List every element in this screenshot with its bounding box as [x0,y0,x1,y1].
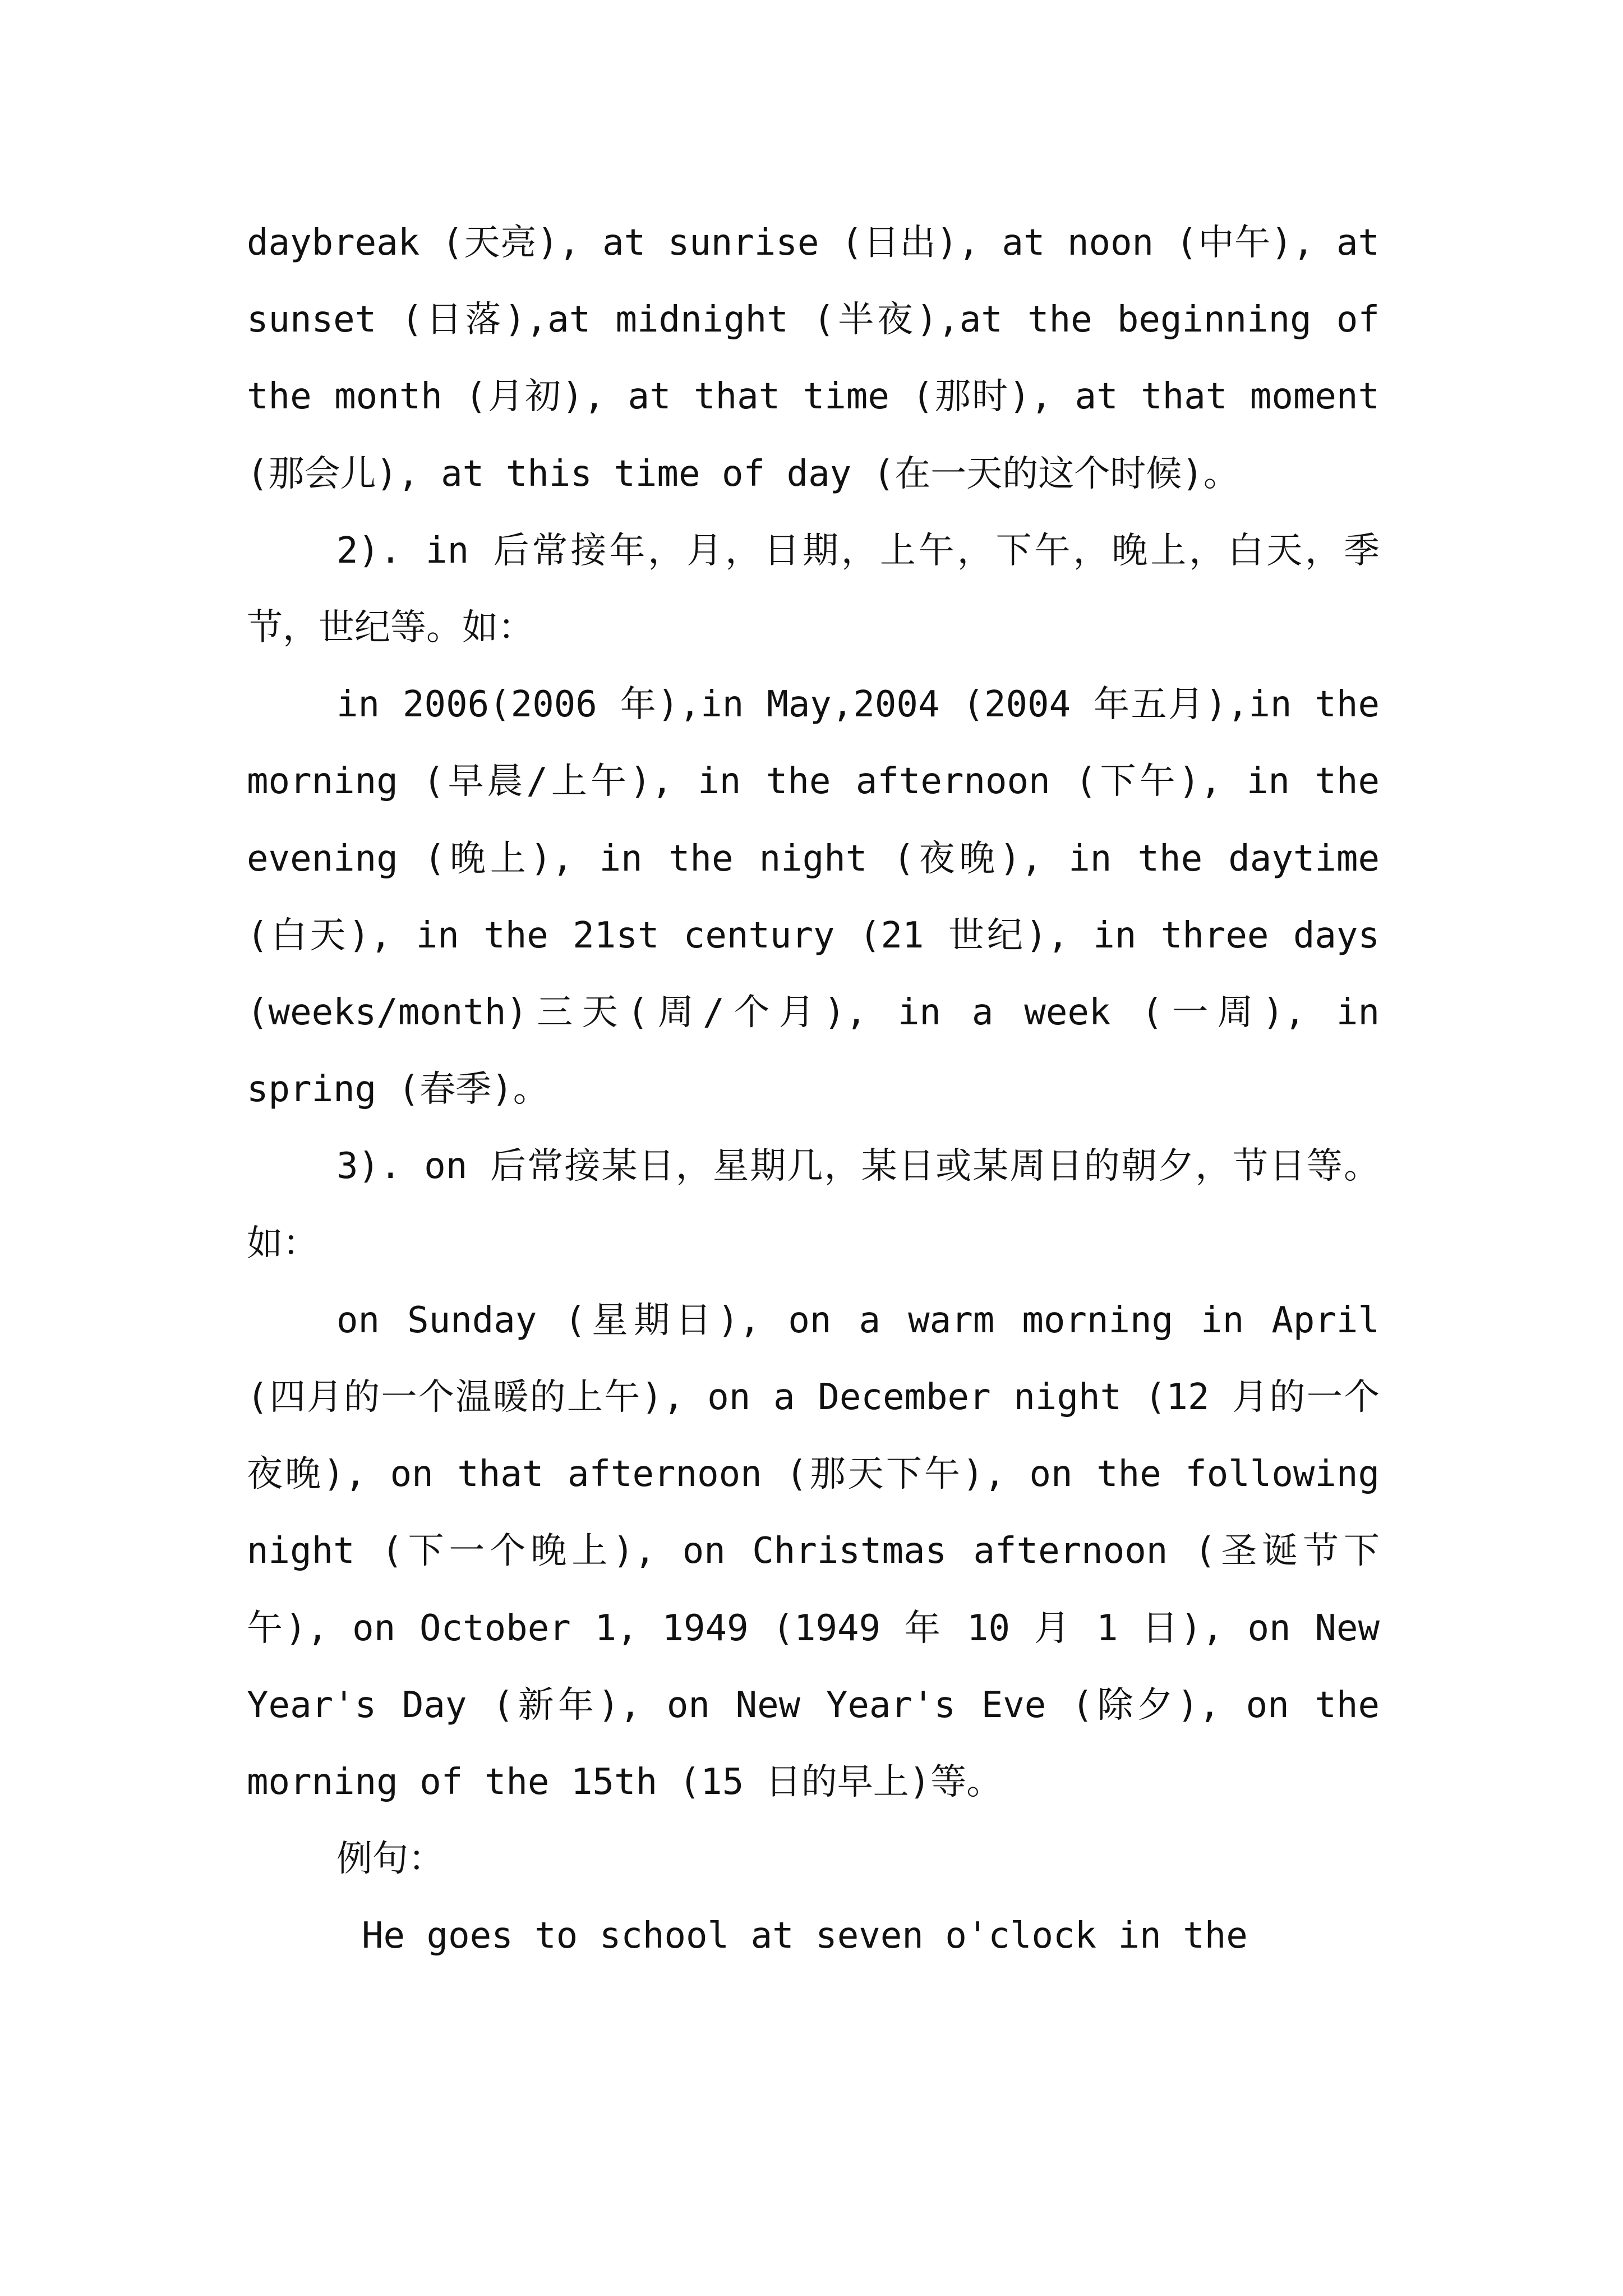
paragraph-rule-in: 2). in 后常接年，月，日期，上午，下午，晚上，白天，季节，世纪等。如： [247,530,1380,649]
paragraph-in-examples: in 2006(2006 年),in May,2004 (2004 年五月),in the morning (早晨/上午), in the afternoon (下午), in the evening (晚上), in the night (夜晚), in the daytime (白天), in the 21st century (21 世纪), in three days (weeks/month)三天(周/个月), in a week (一周), in spring (春季)。 [247,684,1380,1111]
paragraph-example-sentence: He goes to school at seven o'clock in the [362,1915,1248,1957]
paragraph-on-examples: on Sunday (星期日), on a warm morning in April (四月的一个温暖的上午), on a December night (12 月的一个夜晚), on that afternoon (那天下午), on the following night (下一个晚上), on Christmas afternoon (圣诞节下午), on October 1, 1949 (1949 年 10 月 1 日), on New Year's Day (新年), on New Year's Eve (除夕), on the morning of the 15th (15 日的早上)等。 [247,1299,1380,1803]
paragraph-at-examples: daybreak (天亮), at sunrise (日出), at noon (中午), at sunset (日落),at midnight (半夜),at the beginning of the month (月初), at that time (那时), at that moment (那会儿), at this time of day (在一天的这个时候)。 [247,222,1380,495]
document-body [247,205,1380,1975]
paragraph-example-heading: 例句： [336,1838,444,1880]
paragraph-rule-on: 3). on 后常接某日，星期几，某日或某周日的朝夕，节日等。如： [247,1145,1380,1264]
